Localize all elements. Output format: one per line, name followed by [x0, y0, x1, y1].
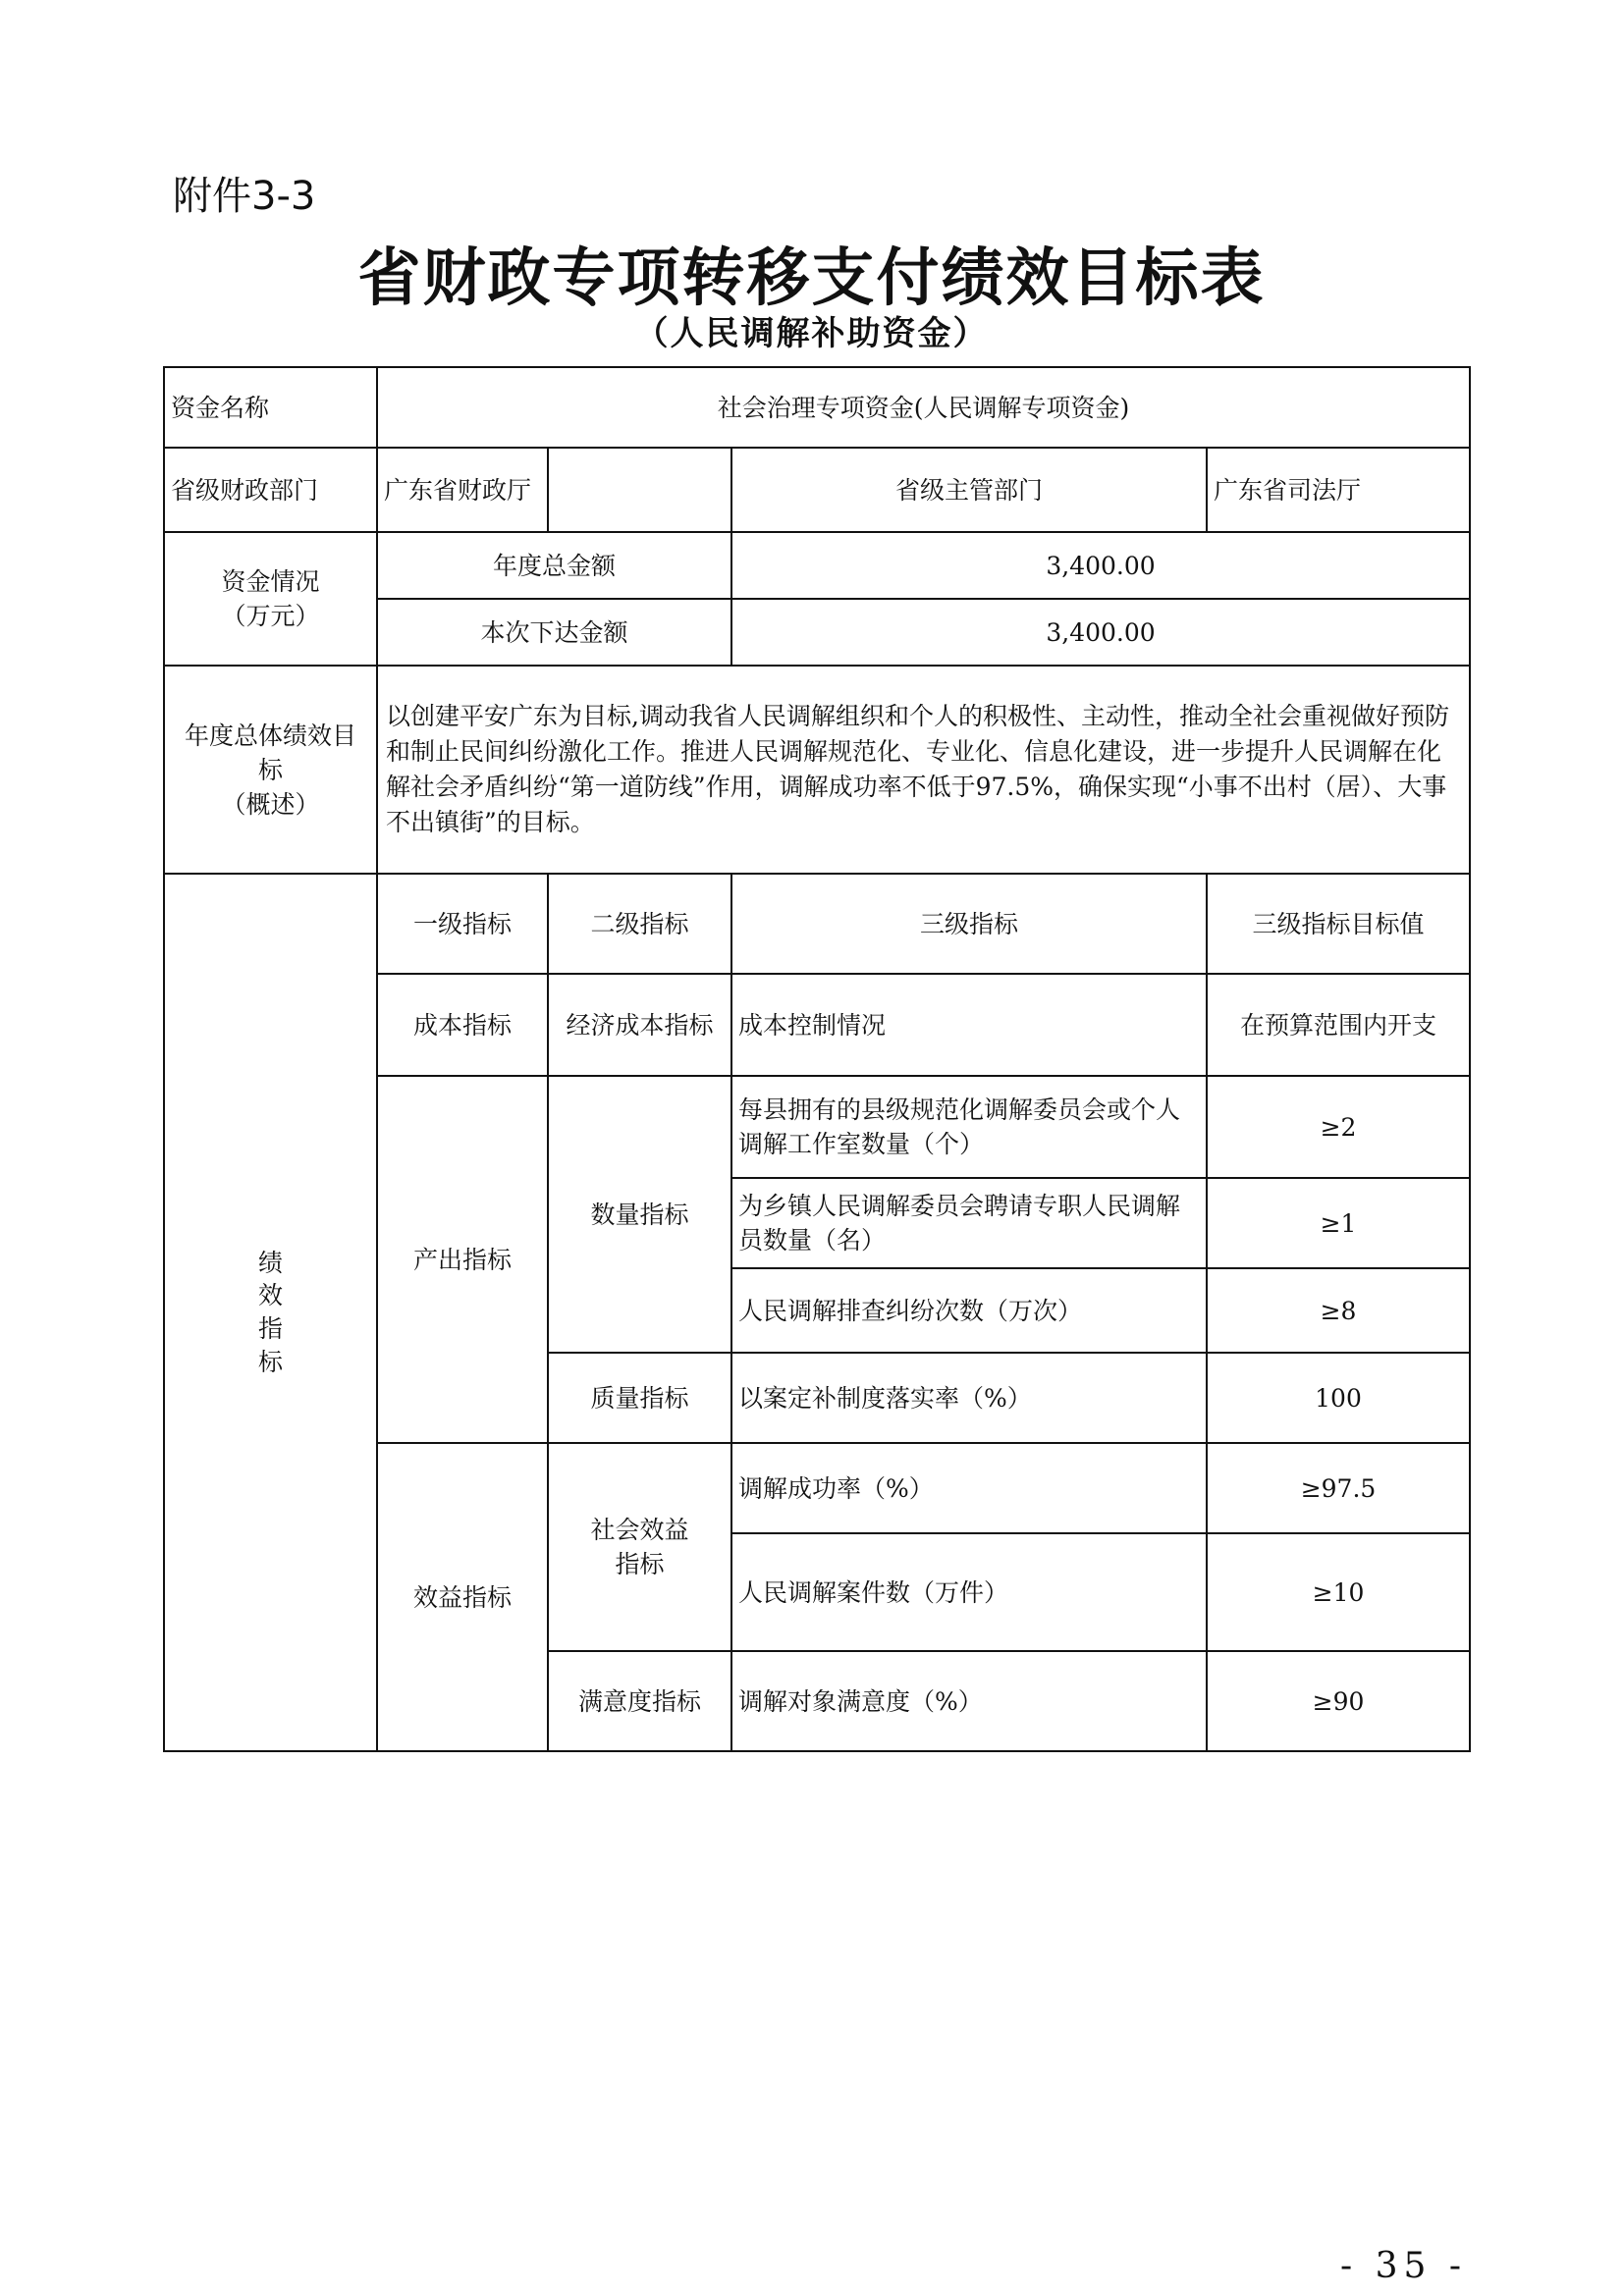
issued-amount-label: 本次下达金额 — [377, 599, 731, 666]
issued-amount-value: 3,400.00 — [731, 599, 1470, 666]
output-target: ≥1 — [1207, 1178, 1470, 1268]
fund-name-row — [164, 367, 1470, 448]
header-level2: 二级指标 — [548, 874, 731, 974]
output-level3: 人民调解排查纠纷次数（万次） — [731, 1268, 1207, 1353]
competent-dept-label: 省级主管部门 — [731, 448, 1207, 532]
department-row — [164, 448, 1470, 532]
benefit-target: ≥10 — [1207, 1533, 1470, 1651]
overview-label — [164, 666, 377, 874]
overview-label-line2: 标 — [257, 755, 283, 784]
output-level3: 以案定补制度落实率（%） — [731, 1353, 1207, 1443]
performance-target-table — [163, 366, 1471, 1752]
output-target: ≥2 — [1207, 1076, 1470, 1178]
finance-dept-value: 广东省财政厅 — [377, 448, 548, 532]
section-char: 效 — [257, 1281, 283, 1310]
benefit-level1: 效益指标 — [377, 1443, 548, 1751]
overview-row — [164, 666, 1470, 874]
attachment-label: 附件3-3 — [173, 174, 316, 219]
quality-level2: 质量指标 — [548, 1353, 731, 1443]
header-level3: 三级指标 — [731, 874, 1207, 974]
fund-situation-label-line2: （万元） — [221, 602, 320, 630]
fund-situation-label — [164, 532, 377, 666]
cost-level3: 成本控制情况 — [731, 974, 1207, 1076]
header-target: 三级指标目标值 — [1207, 874, 1470, 974]
empty-cell — [548, 448, 731, 532]
cost-level1: 成本指标 — [377, 974, 548, 1076]
overview-label-line3: （概述） — [221, 789, 320, 819]
document-subtitle: （人民调解补助资金） — [634, 314, 989, 353]
section-char: 绩 — [257, 1248, 283, 1277]
header-level1: 一级指标 — [377, 874, 548, 974]
benefit-level3: 调解成功率（%） — [731, 1443, 1207, 1533]
benefit-target: ≥97.5 — [1207, 1443, 1470, 1533]
overview-text: 以创建平安广东为目标,调动我省人民调解组织和个人的积极性、主动性，推动全社会重视做好预防和制止民间纠纷激化工作。推进人民调解规范化、专业化、信息化建设，进一步提升人民调解在化解社会矛盾纠纷“第一道防线”作用，调解成功率不低于97.5%，确保实现“小事不出村（居）、大事不出镇街”的目标。 — [377, 666, 1470, 874]
fund-situation-label-line1: 资金情况 — [221, 567, 320, 596]
page-number: - 35 - — [1340, 2246, 1468, 2286]
benefit-target: ≥90 — [1207, 1651, 1470, 1751]
cost-level2: 经济成本指标 — [548, 974, 731, 1076]
fund-name-value: 社会治理专项资金(人民调解专项资金) — [377, 367, 1470, 448]
section-char: 标 — [257, 1347, 283, 1376]
benefit-level3: 人民调解案件数（万件） — [731, 1533, 1207, 1651]
output-level1: 产出指标 — [377, 1076, 548, 1443]
indicator-header-row — [164, 874, 1470, 974]
output-target: ≥8 — [1207, 1268, 1470, 1353]
social-benefit-level2 — [548, 1443, 731, 1651]
overview-label-line1: 年度总体绩效目 — [184, 721, 356, 750]
document-title: 省财政专项转移支付绩效目标表 — [357, 241, 1266, 315]
social-benefit-line2: 指标 — [615, 1550, 665, 1578]
benefit-level3: 调解对象满意度（%） — [731, 1651, 1207, 1751]
social-benefit-line1: 社会效益 — [590, 1516, 689, 1544]
section-char: 指 — [257, 1314, 283, 1343]
annual-total-row — [164, 532, 1470, 599]
satisfaction-level2: 满意度指标 — [548, 1651, 731, 1751]
performance-indicators-label — [164, 874, 377, 1751]
annual-total-value: 3,400.00 — [731, 532, 1470, 599]
output-level3: 每县拥有的县级规范化调解委员会或个人调解工作室数量（个） — [731, 1076, 1207, 1178]
fund-name-label: 资金名称 — [164, 367, 377, 448]
competent-dept-value: 广东省司法厅 — [1207, 448, 1470, 532]
cost-target: 在预算范围内开支 — [1207, 974, 1470, 1076]
annual-total-label: 年度总金额 — [377, 532, 731, 599]
finance-dept-label: 省级财政部门 — [164, 448, 377, 532]
quantity-level2: 数量指标 — [548, 1076, 731, 1353]
output-target: 100 — [1207, 1353, 1470, 1443]
output-level3: 为乡镇人民调解委员会聘请专职人民调解员数量（名） — [731, 1178, 1207, 1268]
